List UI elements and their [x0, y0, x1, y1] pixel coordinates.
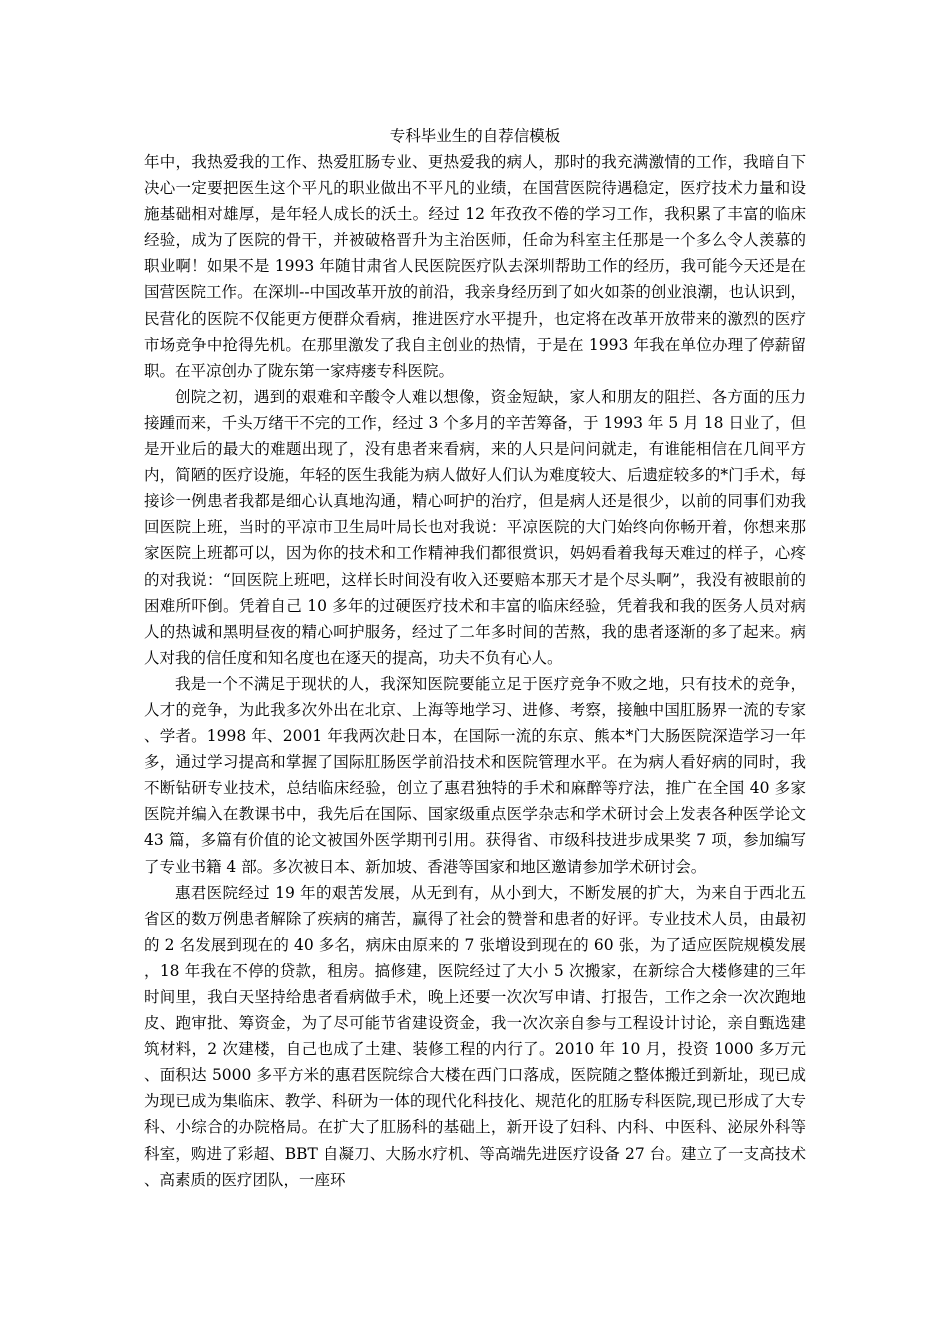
document-title: 专科毕业生的自荐信模板: [389, 127, 561, 145]
paragraph-3: 我是一个不满足于现状的人，我深知医院要能立足于医疗竞争不败之地，只有技术的竞争，人才的竞争，为此我多次外出在北京、上海等地学习、进修、考察，接触中国肛肠界一流的专家、学者。1998 年、2001 年我两次赴日本，在国际一流的东京、熊本*门大肠医院深造学习一年多，通过学习提高和掌握了国际肛肠医学前沿技术和医院管理水平。在为病人看好病的同时，我不断钻研专业技术，总结临床经验，创立了惠君独特的手术和麻醉等疗法，推广在全国 40 多家医院并编入在教课书中，我先后在国际、国家级重点医学杂志和学术研讨会上发表各种医学论文 43 篇，多篇有价值的论文被国外医学期刊引用。获得省、市级科技进步成果奖 7 项，参加编写了专业书籍 4 部。多次被日本、新加坡、香港等国家和地区邀请参加学术研讨会。: [144, 674, 806, 876]
document-body: [144, 149, 806, 1193]
paragraph-2: 创院之初，遇到的艰难和辛酸令人难以想像，资金短缺，家人和朋友的阻拦、各方面的压力接踵而来，千头万绪干不完的工作，经过 3 个多月的辛苦筹备，于 1993 年 5 月 18 日业了，但是开业后的最大的难题出现了，没有患者来看病，来的人只是问问就走，有谁能相信在几间平方内，简陋的医疗设施，年轻的医生我能为病人做好人们认为难度较大、后遗症较多的*门手术，每接诊一例患者我都是细心认真地沟通，精心呵护的治疗，但是病人还是很少，以前的同事们劝我回医院上班，当时的平凉市卫生局叶局长也对我说：平凉医院的大门始终向你畅开着，你想来那家医院上班都可以，因为你的技术和工作精神我们都很赏识，妈妈看着我每天难过的样子，心疼的对我说：“回医院上班吧，这样长时间没有收入还要赔本那天才是个尽头啊”，我没有被眼前的困难所吓倒。凭着自己 10 多年的过硬医疗技术和丰富的临床经验，凭着我和我的医务人员对病人的热诚和黑明昼夜的精心呵护服务，经过了二年多时间的苦熬，我的患者逐渐的多了起来。病人对我的信任度和知名度也在逐天的提高，功夫不负有心人。: [144, 387, 806, 667]
paragraph-4: 惠君医院经过 19 年的艰苦发展，从无到有，从小到大，不断发展的扩大，为来自于西北五省区的数万例患者解除了疾病的痛苦，赢得了社会的赞誉和患者的好评。专业技术人员，由最初的 2 名发展到现在的 40 多名，病床由原来的 7 张增设到现在的 60 张，为了适应医院规模发展，18 年我在不停的贷款，租房。搞修建，医院经过了大小 5 次搬家，在新综合大楼修建的三年时间里，我白天坚持给患者看病做手术，晚上还要一次次写申请、打报告，工作之余一次次跑地皮、跑审批、筹资金，为了尽可能节省建设资金，我一次次亲自参与工程设计讨论，亲自甄选建筑材料，2 次建楼，自己也成了土建、装修工程的内行了。2010 年 10 月，投资 1000 多万元、面积达 5000 多平方米的惠君医院综合大楼在西门口落成，医院随之整体搬迁到新址，现已成为现已成为集临床、教学、科研为一体的现代化科技化、规范化的肛肠专科医院,现已形成了大专科、小综合的办院格局。在扩大了肛肠科的基础上，新开设了妇科、内科、中医科、泌尿外科等科室，购进了彩超、BBT 自凝刀、大肠水疗机、等高端先进医疗设备 27 台。建立了一支高技术、高素质的医疗团队，一座环: [144, 883, 806, 1189]
paragraph-1: 年中，我热爱我的工作、热爱肛肠专业、更热爱我的病人，那时的我充满激情的工作，我暗自下决心一定要把医生这个平凡的职业做出不平凡的业绩，在国营医院待遇稳定，医疗技术力量和设施基础相对雄厚，是年轻人成长的沃土。经过 12 年孜孜不倦的学习工作，我积累了丰富的临床经验，成为了医院的骨干，并被破格晋升为主治医师，任命为科室主任那是一个多么令人羡慕的职业啊！如果不是 1993 年随甘肃省人民医院医疗队去深圳帮助工作的经历，我可能今天还是在国营医院工作。在深圳--中国改革开放的前沿，我亲身经历到了如火如荼的创业浪潮，也认识到，民营化的医院不仅能更方便群众看病，推进医疗水平提升，也定将在改革开放带来的激烈的医疗市场竞争中抢得先机。在那里激发了我自主创业的热情，于是在 1993 年我在单位办理了停薪留职。在平凉创办了陇东第一家痔瘘专科医院。: [144, 153, 806, 380]
